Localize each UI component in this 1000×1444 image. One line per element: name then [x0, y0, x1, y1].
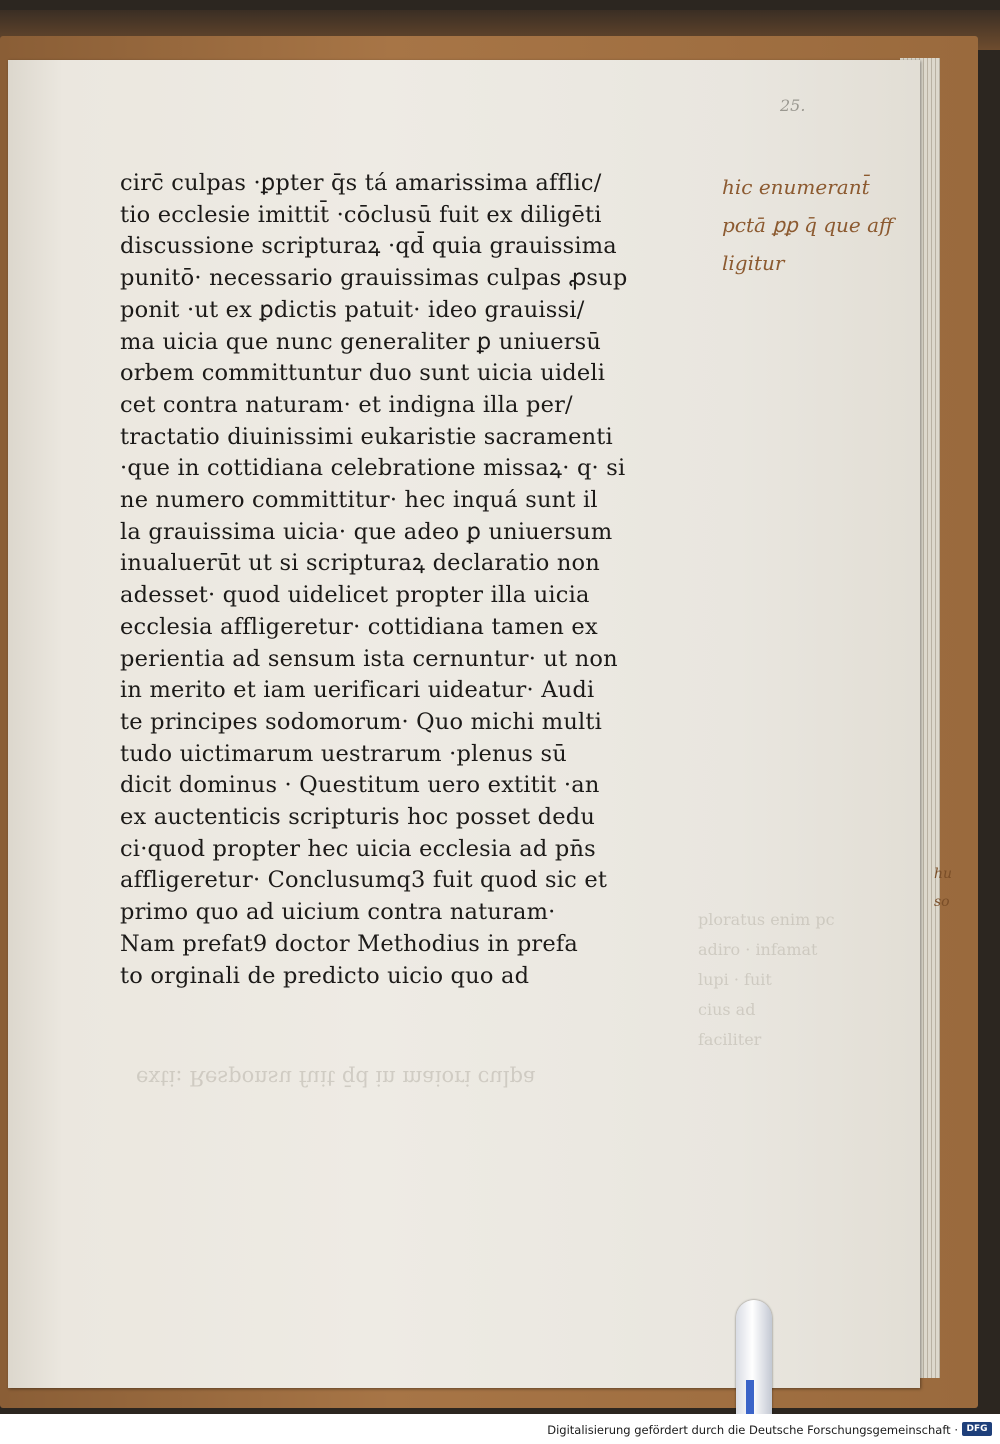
text-line: adesset· quod uidelicet propter illa uicia [120, 582, 590, 609]
text-line: la grauissima uicia· que adeo ꝑ uniuersum [120, 518, 613, 545]
footer-bar [0, 1414, 1000, 1444]
dfg-logo: DFG [962, 1422, 992, 1436]
marginal-line: ligitur [722, 251, 785, 275]
text-line: circ̄ culpas ·ꝑpter q̄s tá amarissima afflic/ [120, 170, 602, 196]
show-through-margin: ploratus enim pc adiro · infamat lupi · fuit cius ad faciliter [698, 910, 835, 1049]
edge-annotation: hu so [934, 866, 953, 910]
funding-credit: Digitalisierung gefördert durch die Deutsche Forschungsgemeinschaft · [547, 1423, 958, 1437]
text-line: te principes sodomorum· Quo michi multi [120, 708, 603, 735]
book-page [8, 60, 953, 1388]
marginal-line: hic enumerant̄ [722, 175, 870, 199]
text-line: in merito et iam uerificari uideatur· Audi [120, 677, 595, 704]
text-line: primo quo ad uicium contra naturam· [120, 899, 556, 926]
marginal-line: pctā ꝑꝑ q̄ que aff [722, 213, 894, 237]
text-line: dicit dominus · Questitum uero extitit ·an [120, 772, 600, 799]
text-line: orbem committuntur duo sunt uicia uideli [120, 360, 606, 387]
text-line: Nam prefat9 doctor Methodius in prefa [120, 930, 579, 957]
text-line: to orginali de predicto uicio quo ad [120, 962, 530, 989]
text-line: affligeretur· Conclusumq3 fuit quod sic et [120, 867, 608, 894]
main-text-column [120, 168, 680, 992]
text-line: perientia ad sensum ista cernuntur· ut non [120, 645, 618, 672]
text-line: discussione scripturaꝝ ·qd̄ quia grauissima [120, 233, 617, 260]
show-through-text: exti: Responsu fuit q̄d in maiori culpa [136, 1066, 536, 1090]
text-line: cet contra naturam· et indigna illa per/ [120, 391, 573, 418]
text-line: ne numero committitur· hec inquá sunt il [120, 487, 598, 514]
text-line: inualuerūt ut si scripturaꝝ declaratio non [120, 550, 600, 577]
text-line: ci·quod propter hec uicia ecclesia ad pn̄s [120, 835, 596, 862]
page-clip-stripe [746, 1380, 754, 1414]
text-line: tractatio diuinissimi eukaristie sacramenti [120, 423, 613, 450]
page-clip [736, 1300, 772, 1414]
text-line: ma uicia que nunc generaliter ꝑ uniuersū [120, 328, 602, 355]
marginal-annotation [722, 168, 922, 282]
text-line: tio ecclesie imittit̄ ·cōclusū fuit ex diligēti [120, 201, 602, 228]
text-line: ecclesia affligeretur· cottidiana tamen ex [120, 613, 598, 640]
text-line: tudo uictimarum uestrarum ·plenus sū [120, 740, 567, 767]
folio-number: 25. [780, 96, 806, 115]
text-line: ·que in cottidiana celebratione missaꝝ· q· si [120, 455, 626, 482]
text-line: ex auctenticis scripturis hoc posset dedu [120, 804, 596, 831]
text-line: punitō· necessario grauissimas culpas ꝓsup [120, 265, 628, 292]
text-line: ponit ·ut ex ꝑdictis patuit· ideo grauissi/ [120, 296, 585, 323]
